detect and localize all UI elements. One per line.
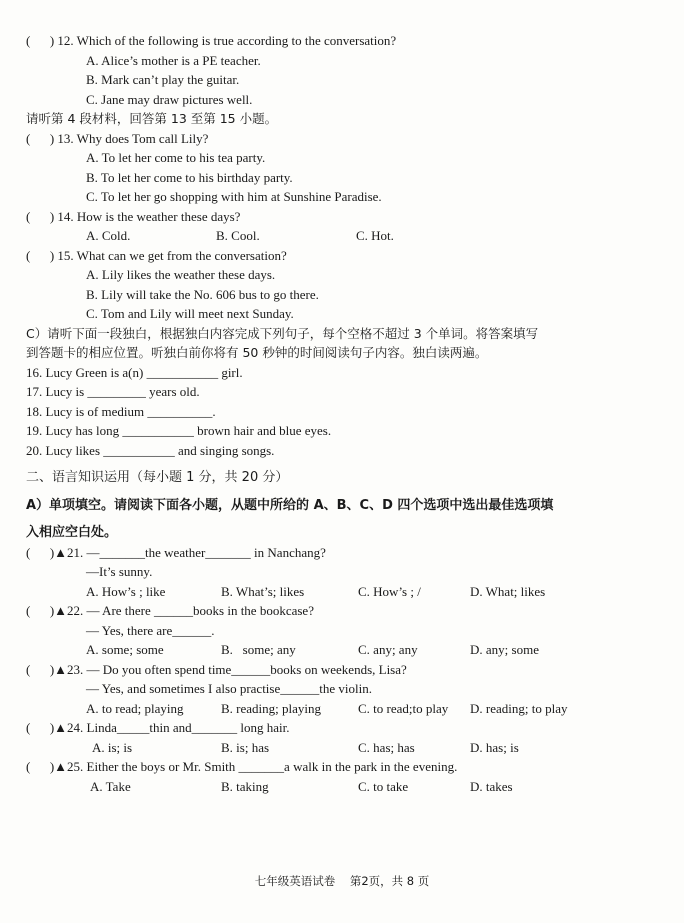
q12-option-a: A. Alice’s mother is a PE teacher.	[86, 52, 261, 68]
q23-options	[26, 699, 656, 719]
instruction-part4: 请听第 4 段材料，回答第 13 至第 15 小题。	[26, 111, 278, 126]
part-a-instruction-2: 入相应空白处。	[26, 525, 118, 540]
section-2-heading: 二、语言知识运用（每小题 1 分，共 20 分）	[26, 470, 289, 485]
q22-stem-reply: — Yes, there are______.	[86, 622, 215, 638]
part-a-instruction-1: A）单项填空。请阅读下面各小题，从题中所给的 A、B、C、D 四个选项中选出最佳选项填	[26, 497, 554, 513]
q25-option-b: B. taking	[221, 778, 269, 794]
q21-stem: ( )▲21. —_______the weather_______ in Nanchang?	[26, 544, 326, 560]
q22-option-b: B. some; any	[221, 642, 296, 657]
q14-stem: ( ) 14. How is the weather these days?	[26, 208, 241, 224]
q24-option-d: D. has; is	[470, 739, 519, 755]
q22-stem: ( )▲22. — Are there ______books in the bookcase?	[26, 603, 314, 618]
q13-stem: ( ) 13. Why does Tom call Lily?	[26, 130, 209, 146]
q21-option-b: B. What’s; likes	[221, 583, 305, 599]
fill-q16: 16. Lucy Green is a(n) ___________ girl.	[26, 364, 243, 380]
q23-option-c: C. to read;to play	[358, 700, 449, 716]
q24-option-a: A. is; is	[92, 739, 133, 755]
q15-stem: ( ) 15. What can we get from the conversation?	[26, 247, 287, 263]
q22-option-d: D. any; some	[470, 642, 539, 657]
page-footer: 七年级英语试卷 第2页，共 8 页	[254, 874, 430, 888]
q22-option-a: A. some; some	[86, 642, 164, 657]
q25-stem: ( )▲25. Either the boys or Mr. Smith _______a walk in the park in the evening.	[26, 759, 458, 774]
part-c-instruction-2: 到答题卡的相应位置。听独白前你将有 50 秒钟的时间阅读句子内容。独白读两遍。	[26, 345, 488, 360]
q15-option-a: A. Lily likes the weather these days.	[86, 267, 276, 282]
q21-option-d: D. What; likes	[470, 583, 546, 599]
fill-q19: 19. Lucy has long ___________ brown hair and blue eyes.	[26, 423, 332, 438]
q12-stem: ( ) 12. Which of the following is true according to the conversation?	[26, 33, 397, 48]
q12-option-c: C. Jane may draw pictures well.	[86, 91, 253, 107]
q24-stem: ( )▲24. Linda_____thin and_______ long hair.	[26, 720, 290, 735]
q24-options	[26, 738, 656, 758]
q15-option-b: B. Lily will take the No. 606 bus to go there.	[86, 286, 319, 302]
q23-stem: ( )▲23. — Do you often spend time______books on weekends, Lisa?	[26, 661, 407, 677]
q21-option-c: C. How’s ; /	[358, 583, 421, 599]
q13-option-c: C. To let her go shopping with him at Sunshine Paradise.	[86, 189, 382, 204]
q24-option-c: C. has; has	[358, 739, 415, 755]
q25-option-d: D. takes	[470, 778, 513, 794]
q12-option-b: B. Mark can’t play the guitar.	[86, 72, 240, 87]
fill-q18: 18. Lucy is of medium __________.	[26, 403, 216, 419]
q23-stem-reply: — Yes, and sometimes I also practise______the violin.	[86, 681, 372, 696]
q15-option-c: C. Tom and Lily will meet next Sunday.	[86, 306, 294, 321]
q25-option-a: A. Take	[90, 778, 131, 794]
q21-options	[26, 582, 656, 602]
fill-q20: 20. Lucy likes ___________ and singing songs.	[26, 442, 275, 458]
q21-stem-reply: —It’s sunny.	[86, 564, 153, 579]
q23-option-a: A. to read; playing	[86, 700, 184, 716]
q14-option-a: A. Cold.	[86, 228, 131, 243]
q14-options	[26, 226, 656, 246]
q25-option-c: C. to take	[358, 778, 409, 794]
part-c-instruction-1: C）请听下面一段独白，根据独白内容完成下列句子，每个空格不超过 3 个单词。将答案填写	[26, 325, 539, 341]
q23-option-b: B. reading; playing	[221, 700, 322, 716]
fill-q17: 17. Lucy is _________ years old.	[26, 384, 200, 399]
q14-option-b: B. Cool.	[216, 228, 260, 243]
q24-option-b: B. is; has	[221, 739, 270, 755]
q22-option-c: C. any; any	[358, 642, 418, 657]
q25-options	[26, 777, 656, 797]
q22-options	[26, 640, 656, 660]
q13-option-b: B. To let her come to his birthday party.	[86, 169, 293, 185]
q21-option-a: A. How’s ; like	[86, 583, 166, 599]
q14-option-c: C. Hot.	[356, 228, 394, 243]
q23-option-d: D. reading; to play	[470, 700, 568, 716]
q13-option-a: A. To let her come to his tea party.	[86, 150, 266, 165]
